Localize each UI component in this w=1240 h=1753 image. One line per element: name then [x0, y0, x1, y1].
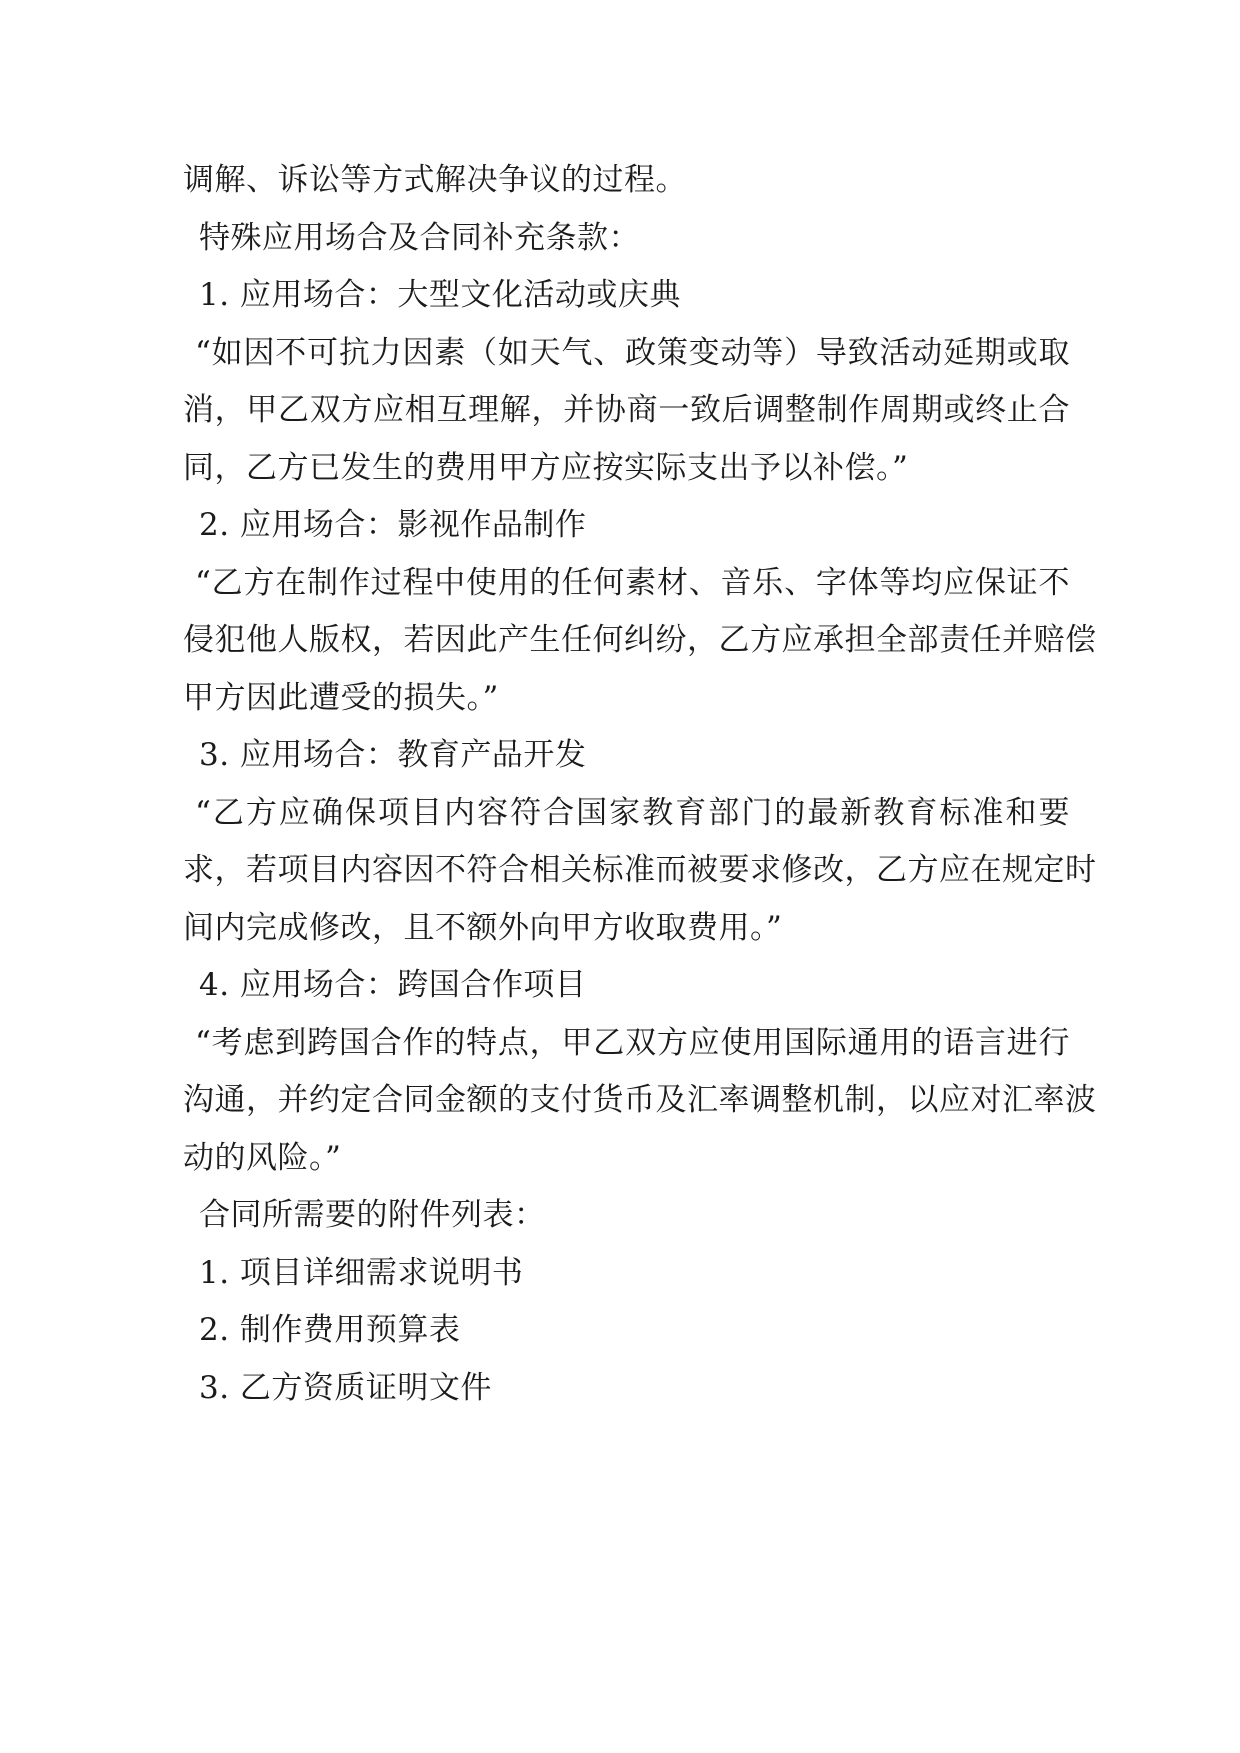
quote-line: “如因不可抗力因素（如天气、政策变动等）导致活动延期或取 [195, 334, 1070, 371]
quote-line: “乙方应确保项目内容符合国家教育部门的最新教育标准和要 [195, 794, 1070, 831]
section-heading: 特殊应用场合及合同补充条款： [199, 219, 640, 256]
list-item: 2. 制作费用预算表 [199, 1312, 461, 1348]
list-item: 2. 应用场合：影视作品制作 [199, 507, 587, 543]
text-line: 求，若项目内容因不符合相关标准而被要求修改，乙方应在规定时 [183, 852, 1097, 888]
text-line: 调解、诉讼等方式解决争议的过程。 [183, 162, 687, 198]
contract-text-block [183, 152, 1097, 1417]
list-item: 1. 项目详细需求说明书 [199, 1254, 524, 1291]
text-line: 同，乙方已发生的费用甲方应按实际支出予以补偿。” [183, 449, 909, 486]
list-item: 3. 乙方资质证明文件 [199, 1369, 492, 1406]
text-line: 动的风险。” [183, 1139, 342, 1176]
section-heading: 合同所需要的附件列表： [199, 1197, 546, 1233]
text-line: 消，甲乙双方应相互理解，并协商一致后调整制作周期或终止合 [183, 392, 1070, 428]
quote-line: “乙方在制作过程中使用的任何素材、音乐、字体等均应保证不 [195, 564, 1070, 601]
text-line: 甲方因此遭受的损失。” [183, 679, 499, 716]
list-item: 1. 应用场合：大型文化活动或庆典 [199, 277, 681, 313]
list-item: 3. 应用场合：教育产品开发 [199, 737, 587, 773]
text-line: 沟通，并约定合同金额的支付货币及汇率调整机制，以应对汇率波 [183, 1082, 1097, 1118]
text-line: 间内完成修改，且不额外向甲方收取费用。” [183, 909, 783, 946]
text-line: 侵犯他人版权，若因此产生任何纠纷，乙方应承担全部责任并赔偿 [183, 622, 1097, 658]
list-item: 4. 应用场合：跨国合作项目 [199, 967, 587, 1003]
quote-line: “考虑到跨国合作的特点，甲乙双方应使用国际通用的语言进行 [195, 1024, 1070, 1061]
